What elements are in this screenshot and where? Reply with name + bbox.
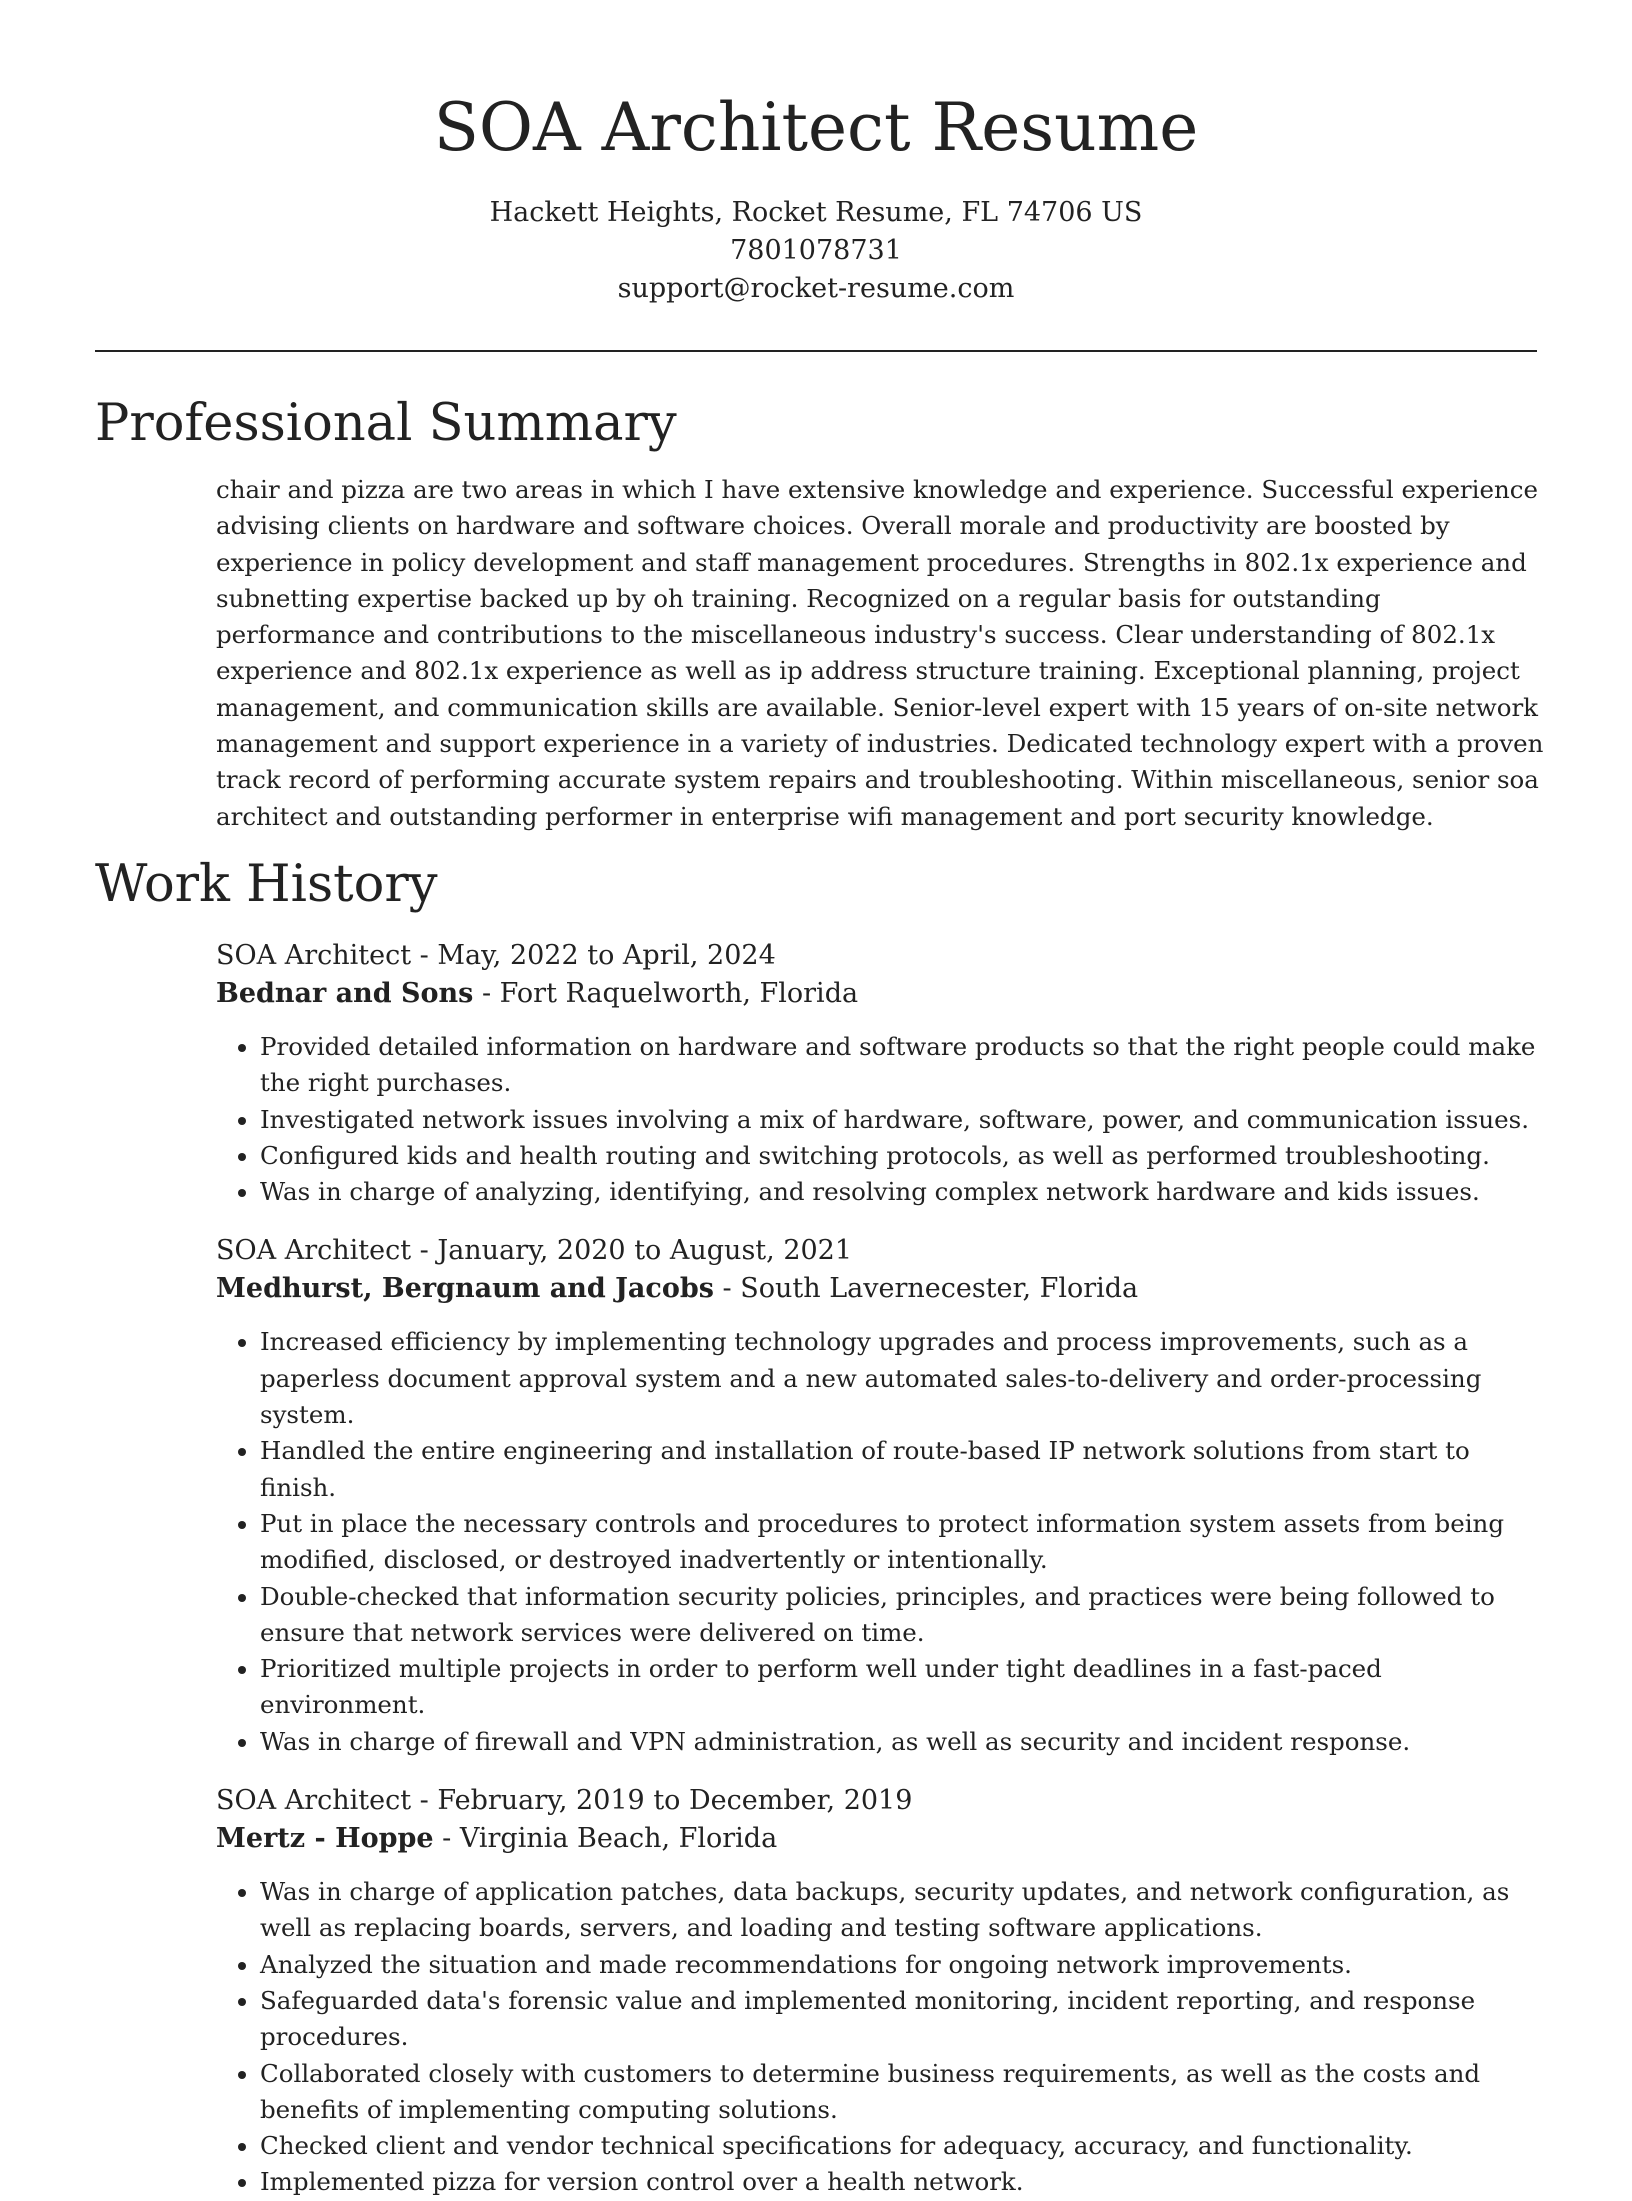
job-bullet: • Was in charge of application patches, data backups, security updates, and network configuration, as well as replacing boards, servers, and loading and testing software applications. [260,1874,1537,1947]
job-bullet: • Prioritized multiple projects in order to perform well under tight deadlines in a fast-paced environment. [260,1651,1537,1724]
job-location: - Fort Raquelworth, Florida [473,977,859,1009]
job-bullet: • Safeguarded data's forensic value and implemented monitoring, incident reporting, and response procedures. [260,1983,1537,2056]
contact-email: support@rocket-resume.com [617,273,1015,304]
contact-block [95,194,1537,308]
job-bullets [216,1324,1537,1760]
job-bullet: • Was in charge of analyzing, identifying, and resolving complex network hardware and kids issues. [260,1174,1537,1210]
job-bullet: • Was in charge of firewall and VPN administration, as well as security and incident response. [260,1724,1537,1760]
job-dates: - May, 2022 to April, 2024 [411,939,776,971]
job-title-line [216,937,1537,975]
work-history-heading: Work History [95,854,438,914]
job-bullets [216,1029,1537,1210]
job-company-line [216,975,1537,1013]
job-entry [216,1782,1537,2201]
summary-text: chair and pizza are two areas in which I have extensive knowledge and experience. Successful experience advising clients on hardware and software choices. Overall morale and productivity are boosted by experience in policy development and staff management procedures. Strengths in 802.1x experience and subnetting expertise backed up by oh training. Recognized on a regular basis for outstanding performance and contributions to the miscellaneous industry's success. Clear understanding of 802.1x experience and 802.1x experience as well as ip address structure training. Exceptional planning, project management, and communication skills are available. Senior-level expert with 15 years of on-site network management and support experience in a variety of industries. Dedicated technology expert with a proven track record of performing accurate system repairs and troubleshooting. Within miscellaneous, senior soa architect and outstanding performer in enterprise wifi management and port security knowledge. [216,475,1544,831]
header-divider [95,350,1537,352]
job-bullet: • Configured kids and health routing and switching protocols, as well as performed troubleshooting. [260,1138,1537,1174]
contact-address: Hackett Heights, Rocket Resume, FL 74706 US [489,197,1143,228]
job-bullet: • Analyzed the situation and made recommendations for ongoing network improvements. [260,1947,1537,1983]
job-bullet: • Provided detailed information on hardware and software products so that the right people could make the right purchases. [260,1029,1537,1102]
job-bullet: • Investigated network issues involving a mix of hardware, software, power, and communication issues. [260,1102,1537,1138]
job-title: SOA Architect [216,939,412,971]
job-bullet: • Handled the entire engineering and installation of route-based IP network solutions from start to finish. [260,1433,1537,1506]
job-dates: - February, 2019 to December, 2019 [411,1785,913,1817]
job-bullet: • Collaborated closely with customers to determine business requirements, as well as the costs and benefits of implementing computing solutions. [260,2056,1537,2129]
summary-heading: Professional Summary [95,394,677,453]
job-location: - Virginia Beach, Florida [433,1823,778,1855]
job-bullet: • Double-checked that information security policies, principles, and practices were being followed to ensure that network services were delivered on time. [260,1579,1537,1652]
job-company: Medhurst, Bergnaum and Jacobs [216,1273,714,1305]
job-entry [216,1232,1537,1760]
job-title: SOA Architect [216,1785,412,1817]
job-dates: - January, 2020 to August, 2021 [411,1235,853,1267]
job-company: Mertz - Hoppe [216,1823,434,1855]
job-bullet: • Checked client and vendor technical specifications for adequacy, accuracy, and functionality. [260,2128,1537,2164]
job-bullets [216,1874,1537,2201]
job-bullet: • Implemented pizza for version control over a health network. [260,2164,1537,2200]
job-title: SOA Architect [216,1235,412,1267]
contact-phone: 7801078731 [730,235,902,266]
job-entry [216,937,1537,1210]
job-company-line [216,1270,1537,1308]
job-title-line [216,1232,1537,1270]
job-title-line [216,1782,1537,1820]
job-company-line [216,1820,1537,1858]
job-location: - South Lavernecester, Florida [713,1273,1139,1305]
job-company: Bednar and Sons [216,977,474,1009]
job-bullet: • Increased efficiency by implementing technology upgrades and process improvements, such as a paperless document approval system and a new automated sales-to-delivery and order-processing system. [260,1324,1537,1433]
resume-title: SOA Architect Resume [433,89,1199,166]
job-bullet: • Put in place the necessary controls and procedures to protect information system assets from being modified, disclosed, or destroyed inadvertently or intentionally. [260,1506,1537,1579]
